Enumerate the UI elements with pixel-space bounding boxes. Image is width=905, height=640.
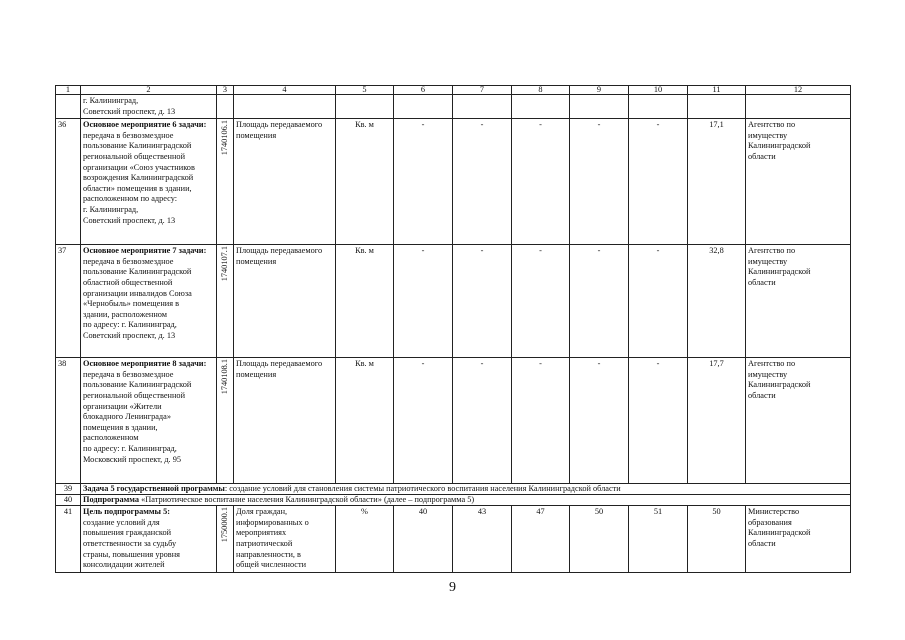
row-number: 38 [56, 358, 81, 484]
goal-description: Цель подпрограммы 5: создание условий для повышения гражданской ответственности за судьбу страны, повышения уровня консолидации жителей [81, 506, 217, 573]
code-cell [217, 358, 234, 484]
event-description: Основное мероприятие 7 задачи: передача в безвозмездное пользование Калининградской областной общественной организации инвалидов Союза «Чернобыль» помещения в здании, расположенном по адресу: г. Калининград, Советский проспект, д. 13 [81, 245, 217, 358]
executor-cell: Агентство по имуществу Калининградской области [746, 245, 851, 358]
col-header: 3 [217, 86, 234, 95]
executor-cell: Агентство по имуществу Калининградской области [746, 358, 851, 484]
col-header: 12 [746, 86, 851, 95]
subprogram-text: Подпрограмма «Патриотическое воспитание населения Калининградской области» (далее – подпрограмма 5) [81, 495, 851, 506]
row-number: 40 [56, 495, 81, 506]
table-row [56, 119, 851, 245]
indicator-cell: Доля граждан, информированных о мероприятиях патриотической направленности, в общей численности [234, 506, 336, 573]
value-cell: 17,7 [688, 358, 746, 484]
value-cell: - [629, 245, 688, 358]
col-header: 7 [453, 86, 512, 95]
event-description: Основное мероприятие 6 задачи: передача в безвозмездное пользование Калининградской региональной общественной организации «Союз участников возрождения Калининградской области» помещения в здании, расположенном по адресу: г. Калининград, Советский проспект, д. 13 [81, 119, 217, 245]
page-number: 9 [449, 580, 456, 595]
value-cell: 50 [688, 506, 746, 573]
indicator-cell: Площадь передаваемого помещения [234, 245, 336, 358]
indicator-cell: Площадь передаваемого помещения [234, 119, 336, 245]
value-cell: 51 [629, 506, 688, 573]
unit-cell: Кв. м [336, 245, 394, 358]
value-cell: - [394, 245, 453, 358]
task-text: Задача 5 государственной программы: создание условий для становления системы патриотического воспитания населения Калининградской области [81, 484, 851, 495]
subprogram-row [56, 495, 851, 506]
value-cell: - [570, 119, 629, 245]
value-cell: - [629, 358, 688, 484]
col-header: 1 [56, 86, 81, 95]
row-number: 41 [56, 506, 81, 573]
row-number: 36 [56, 119, 81, 245]
value-cell: 43 [453, 506, 512, 573]
value-cell: - [394, 119, 453, 245]
event-description: Основное мероприятие 8 задачи: передача в безвозмездное пользование Калининградской региональной общественной организации «Жители блокадного Ленинграда» помещения в здании, расположенном по адресу: г. Калининград, Московский проспект, д. 95 [81, 358, 217, 484]
value-cell: 47 [512, 506, 570, 573]
value-cell: - [570, 358, 629, 484]
unit-cell: % [336, 506, 394, 573]
event-code: 1740107.1 [219, 246, 229, 282]
row-number: 39 [56, 484, 81, 495]
event-code: 1740106.1 [219, 120, 229, 156]
value-cell: 50 [570, 506, 629, 573]
continuation-text: г. Калининград, Советский проспект, д. 13 [81, 95, 217, 119]
indicator-cell: Площадь передаваемого помещения [234, 358, 336, 484]
event-code: 1740108.1 [219, 359, 229, 395]
value-cell: - [570, 245, 629, 358]
executor-cell: Агентство по имуществу Калининградской области [746, 119, 851, 245]
value-cell: 32,8 [688, 245, 746, 358]
value-cell: - [453, 245, 512, 358]
value-cell: - [512, 119, 570, 245]
col-header: 6 [394, 86, 453, 95]
task-row [56, 484, 851, 495]
continuation-row [56, 95, 851, 119]
data-table [55, 85, 851, 573]
code-cell [217, 245, 234, 358]
code-cell [217, 119, 234, 245]
col-header: 10 [629, 86, 688, 95]
value-cell: - [512, 358, 570, 484]
value-cell: - [629, 119, 688, 245]
col-header: 2 [81, 86, 217, 95]
code-cell [217, 506, 234, 573]
col-header: 5 [336, 86, 394, 95]
value-cell: 40 [394, 506, 453, 573]
unit-cell: Кв. м [336, 119, 394, 245]
value-cell: - [453, 119, 512, 245]
col-header: 11 [688, 86, 746, 95]
unit-cell: Кв. м [336, 358, 394, 484]
value-cell: - [453, 358, 512, 484]
event-code: 1750000.1 [219, 507, 229, 543]
table-row [56, 358, 851, 484]
value-cell: - [394, 358, 453, 484]
col-header: 9 [570, 86, 629, 95]
value-cell: 17,1 [688, 119, 746, 245]
row-number: 37 [56, 245, 81, 358]
col-header: 4 [234, 86, 336, 95]
value-cell: - [512, 245, 570, 358]
header-row [56, 86, 851, 95]
table-row [56, 506, 851, 573]
col-header: 8 [512, 86, 570, 95]
table-row [56, 245, 851, 358]
executor-cell: Министерство образования Калининградской области [746, 506, 851, 573]
